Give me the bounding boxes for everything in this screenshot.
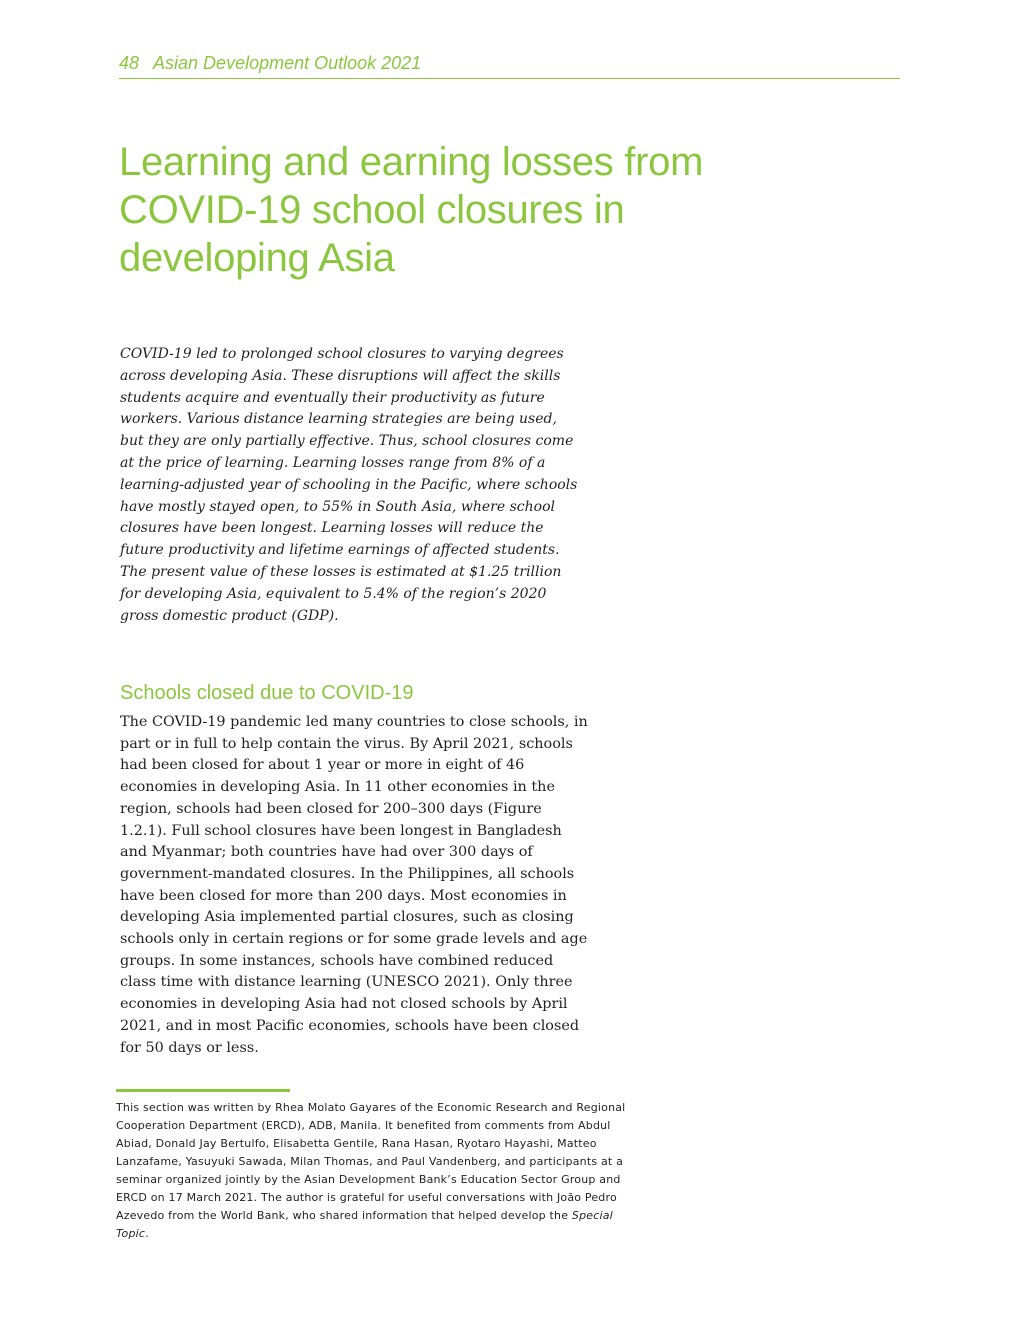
running-header bbox=[119, 52, 900, 79]
footnote-italic-ref: Special Topic bbox=[116, 1209, 613, 1240]
footnote-divider bbox=[116, 1089, 290, 1092]
abstract: COVID-19 led to prolonged school closures to varying degrees across developing Asia. These disruptions will affect the skills students acquire and eventually their productivity as future workers. Various distance learning strategies are being used, but they are only partially effective. Thus, school closures come at the price of learning. Learning losses range from 8% of a learning-adjusted year of schooling in the Pacific, where schools have mostly stayed open, to 55% in South Asia, where school closures have been longest. Learning losses will reduce the future productivity and lifetime earnings of affected students. The present value of these losses is estimated at $1.25 trillion for developing Asia, equivalent to 5.4% of the region’s 2020 gross domestic product (GDP). bbox=[120, 346, 578, 624]
section-heading: Schools closed due to COVID-19 bbox=[120, 682, 414, 704]
publication-title: Asian Development Outlook 2021 bbox=[153, 53, 422, 73]
footnote-end: . bbox=[145, 1227, 149, 1240]
section-body: The COVID-19 pandemic led many countries to close schools, in part or in full to help contain the virus. By April 2021, schools had been closed for about 1 year or more in eight of 46 economies in developing Asia. In 11 other economies in the region, schools had been closed for 200–300 days (Figure 1.2.1). Full school closures have been longest in Bangladesh and Myanmar; both countries have had over 300 days of government-mandated closures. In the Philippines, all schools have been closed for more than 200 days. Most economies in developing Asia implemented partial closures, such as closing schools only in certain regions or for some grade levels and age groups. In some instances, schools have combined reduced class time with distance learning (UNESCO 2021). Only three economies in developing Asia had not closed schools by April 2021, and in most Pacific economies, schools have been closed for 50 days or less. bbox=[120, 714, 588, 1056]
page-number: 48 bbox=[119, 53, 140, 73]
footnote bbox=[116, 1099, 626, 1243]
footnote-text: This section was written by Rhea Molato Gayares of the Economic Research and Regional Cooperation Department (ERCD), ADB, Manila. It benefited from comments from Abdul Abiad, Donald Jay Bertulfo, Elisabetta Gentile, Rana Hasan, Ryotaro Hayashi, Matteo Lanzafame, Yasuyuki Sawada, Milan Thomas, and Paul Vandenberg, and participants at a seminar organized jointly by the Asian Development Bank’s Education Sector Group and ERCD on 17 March 2021. The author is grateful for useful conversations with João Pedro Azevedo from the World Bank, who shared information that helped develop the bbox=[116, 1101, 626, 1222]
article-title: Learning and earning losses from COVID-19 school closures in developing Asia bbox=[119, 140, 704, 280]
